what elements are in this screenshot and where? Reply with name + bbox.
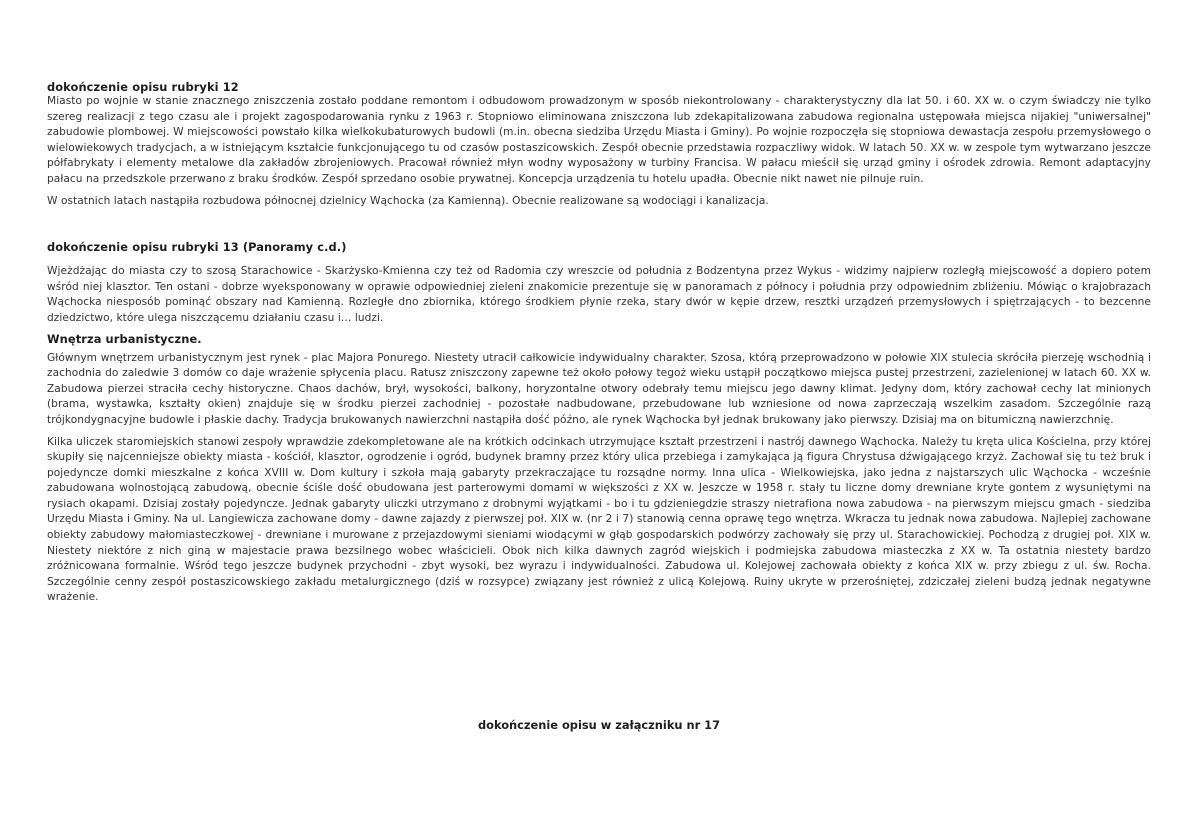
document-page (47, 80, 1151, 606)
section-12-heading: dokończenie opisu rubryki 12 (47, 80, 239, 94)
urban-interiors-subheading: Wnętrza urbanistyczne. (47, 331, 202, 346)
section-12-paragraph-1: Miasto po wojnie w stanie znacznego zniszczenia zostało poddane remontom i odbudowom prowadzonym w sposób niekontrolowany - charakterystyczny dla lat 50. i 60. XX w. o czym świadczy nie tylko szereg realizacji z tego czasu ale i projekt zagospodarowania rynku z 1963 r. Stopniowo eliminowana zniszczona lub zdekapitalizowana zabudowa regionalna ustępowała miejsca nijakiej "uniwersalnej" zabudowie plombowej. W miejscowości powstało kilka wielkokubaturowych budowli (m.in. obecna siedziba Urzędu Miasta i Gminy). Po wojnie rozpoczęła się stopniowa dewastacja zespołu przemysłowego o wielowiekowych tradycjach, a w istniejącym kształcie funkcjonującego tu od czasów postaszicowskich. Zespół obecnie przedstawia rozpaczliwy widok. W latach 50. XX w. w zespole tym wytwarzano jeszcze półfabrykaty i elementy metalowe dla zakładów zbrojeniowych. Pracował również młyn wodny wyposażony w turbiny Francisa. W pałacu mieścił się urząd gminy i ośrodek zdrowia. Remont adaptacyjny pałacu na przedszkole przerwano z braku środków. Zespół sprzedano osobie prywatnej. Koncepcja urządzenia tu hotelu upadła. Obecnie nikt nawet nie pilnuje ruin. (47, 95, 1151, 185)
continuation-note: dokończenie opisu w załączniku nr 17 (477, 718, 721, 732)
section-13-paragraph-3: Kilka uliczek staromiejskich stanowi zespoły wprawdzie zdekompletowane ale na krótkich odcinkach utrzymujące kształt przestrzeni i nastrój dawnego Wąchocka. Należy tu kręta ulica Kościelna, przy której skupiły się najcenniejsze obiekty miasta - kościół, klasztor, ogrodzenie i ogród, budynek bramny przez który ulica przebiega i zamykająca ją figura Chrystusa dźwigającego krzyż. Zachował się tu też bruk i pojedyncze domki mieszkalne z końca XVIII w. Dom kultury i szkoła mają gabaryty przekraczające tu rozsądne normy. Inna ulica - Wielkowiejska, jako jedna z najstarszych ulic Wąchocka - wcześnie zabudowana wolnostojącą zabudową, obecnie ściśle dość obudowana jest parterowymi domami w większości z XX w. Jeszcze w 1958 r. stały tu liczne domy drewniane kryte gontem z wysuniętymi na rysiach okapami. Dzisiaj zostały pojedyncze. Jednak gabaryty uliczki utrzymano z drobnymi wyjątkami - bo i tu gdzieniegdzie straszy nietrafiona nowa zabudowa - na pierwszym miejscu gmach - siedziba Urzędu Miasta i Gminy. Na ul. Langiewicza zachowane domy - dawne zajazdy z pierwszej poł. XIX w. (nr 2 i 7) stanowią cenna oprawę tego wnętrza. Wkracza tu jednak nowa zabudowa. Najlepiej zachowane obiekty zabudowy małomiasteczkowej - drewniane i murowane z przejazdowymi sieniami wiodącymi w głąb gospodarskich podwórzy zachowały się przy ul. Starachowickiej. Pochodzą z drugiej poł. XIX w. Niestety niektóre z nich giną w majestacie prawa bezsilnego wobec właścicieli. Obok nich kilka dawnych zagród wiejskich i podmiejska zabudowa miasteczka z XX w. Ta ostatnia niestety bardzo zróżnicowana formalnie. Wśród tego jeszcze budynek przychodni - zbyt wysoki, bez wyrazu i indywidualności. Zabudowa ul. Kolejowej zachowała obiekty z końca XIX w. przy zbiegu z ul. św. Rocha. Szczególnie cenny zespół postaszicowskiego zakładu metalurgicznego (dziś w rozsypce) związany jest również z ulicą Kolejową. Ruiny ukryte w przerośniętej, zdziczałej zieleni budzą jednak negatywne wrażenie. (47, 435, 1151, 604)
section-12-paragraph-2: W ostatnich latach nastąpiła rozbudowa północnej dzielnicy Wąchocka (za Kamienną). Obecnie realizowane są wodociągi i kanalizacja. (47, 194, 769, 207)
section-13-paragraph-1: Wjeżdżając do miasta czy to szosą Starachowice - Skarżysko-Kmienna czy też od Radomia czy wreszcie od południa z Bodzentyna przez Wykus - widzimy najpierw rozległą miejscowość a dopiero potem wśród niej klasztor. Ten ostani - dobrze wyeksponowany w oprawie odpowiedniej zieleni znakomicie prezentuje się w panoramach z północy i południa przy odpowiednim zbliżeniu. Mówiąc o krajobrazach Wąchocka niesposób pominąć obszary nad Kamienną. Rozległe dno zbiornika, którego środkiem płynie rzeka, stary dwór w kępie drzew, resztki urządzeń przemysłowych i spiętrzających - to bezcenne dziedzictwo, które ulega niszczącemu działaniu czasu i… ludzi. (47, 265, 1151, 324)
section-13-heading: dokończenie opisu rubryki 13 (Panoramy c.d.) (47, 240, 347, 255)
section-13-paragraph-2: Głównym wnętrzem urbanistycznym jest rynek - plac Majora Ponurego. Niestety utracił całkowicie indywidualny charakter. Szosa, którą przeprowadzono w połowie XIX stulecia skróciła pierzeję wschodnią i zachodnia do zaledwie 3 domów co daje wrażenie spłycenia placu. Ratusz zniszczony zapewne też około połowy tegoż wieku ustąpił początkowo miejsca pustej przestrzeni, zazielenionej w latach 60. XX w. Zabudowa pierzei straciła cechy historyczne. Chaos dachów, brył, wysokości, balkony, horyzontalne otwory odebrały temu miejscu jego dawny klimat. Jedyny dom, który zachował cechy lat minionych (brama, wystawka, kształty okien) znajduje się w środku pierzei zachodniej - pozostałe nadbudowane, przebudowane lub wzniesione od nowa zaprzeczają wszelkim zasadom. Szczególnie razą trójkondygnacyjne budowle i płaskie dachy. Tradycja brukowanych nawierzchni nastąpiła dość późno, ale rynek Wąchocka był jednak brukowany jako pierwszy. Dzisiaj ma on bitumiczną nawierzchnię. (47, 351, 1151, 426)
